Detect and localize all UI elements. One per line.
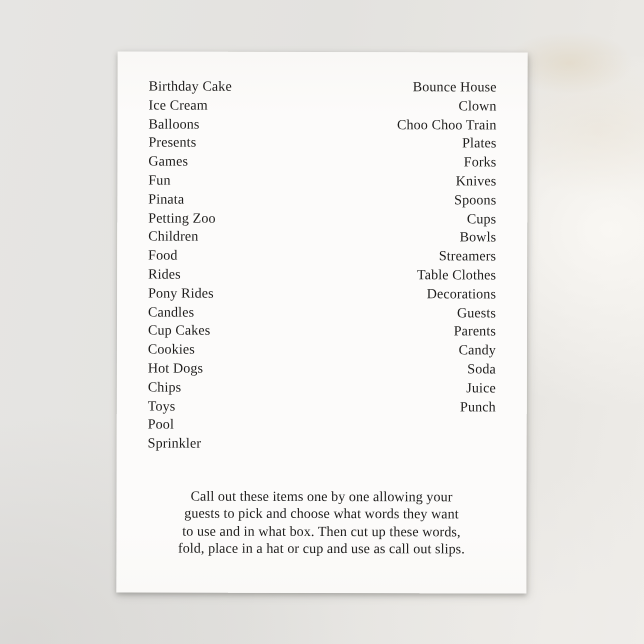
list-item: Ice Cream: [148, 98, 208, 114]
list-item: Hot Dogs: [147, 361, 204, 377]
list-item: Pony Rides: [148, 286, 214, 302]
list-item: Bowls: [459, 230, 497, 246]
list-item: Sprinkler: [147, 436, 202, 452]
list-item: Guests: [456, 305, 497, 322]
list-item: Choo Choo Train: [396, 117, 497, 134]
list-item: Decorations: [426, 287, 497, 303]
list-item: Petting Zoo: [148, 211, 216, 227]
list-item: Parents: [453, 324, 496, 340]
word-list-left: [148, 79, 232, 455]
list-item: Cookies: [147, 342, 195, 358]
instructions-line: guests to pick and choose what words they want: [184, 507, 459, 523]
postcard: [116, 51, 527, 593]
list-item: Pool: [147, 417, 175, 433]
list-item: Forks: [463, 155, 497, 171]
list-item: Pinata: [148, 192, 185, 208]
list-item: Table Clothes: [416, 268, 497, 284]
list-item: Clown: [458, 99, 497, 115]
word-lists: [148, 79, 497, 456]
list-item: Candy: [458, 343, 496, 359]
list-item: Spoons: [454, 193, 497, 209]
list-item: Balloons: [148, 117, 200, 133]
list-item: Soda: [467, 362, 496, 378]
list-item: Chips: [147, 380, 182, 396]
instructions-line: fold, place in a hat or cup and use as call out slips.: [177, 541, 465, 558]
list-item: Punch: [460, 399, 496, 416]
list-item: Fun: [148, 173, 171, 189]
list-item: Juice: [466, 381, 496, 397]
instructions-text: [126, 488, 516, 559]
list-item: Knives: [455, 174, 497, 190]
word-list-right: [396, 79, 496, 455]
list-item: Cup Cakes: [147, 323, 211, 340]
list-item: Food: [148, 248, 178, 264]
instructions-line: to use and in what box. Then cut up these words,: [182, 524, 461, 541]
list-item: Candles: [148, 305, 195, 321]
list-item: Toys: [147, 399, 176, 415]
list-item: Streamers: [438, 249, 497, 265]
list-item: Birthday Cake: [148, 79, 232, 95]
list-item: Cups: [466, 211, 497, 228]
list-item: Children: [148, 229, 199, 246]
list-item: Presents: [148, 135, 197, 152]
list-item: Games: [148, 154, 189, 170]
list-item: Rides: [148, 267, 181, 283]
instructions-line: Call out these items one by one allowing your: [190, 489, 453, 506]
list-item: Bounce House: [412, 80, 497, 96]
list-item: Plates: [462, 136, 497, 152]
